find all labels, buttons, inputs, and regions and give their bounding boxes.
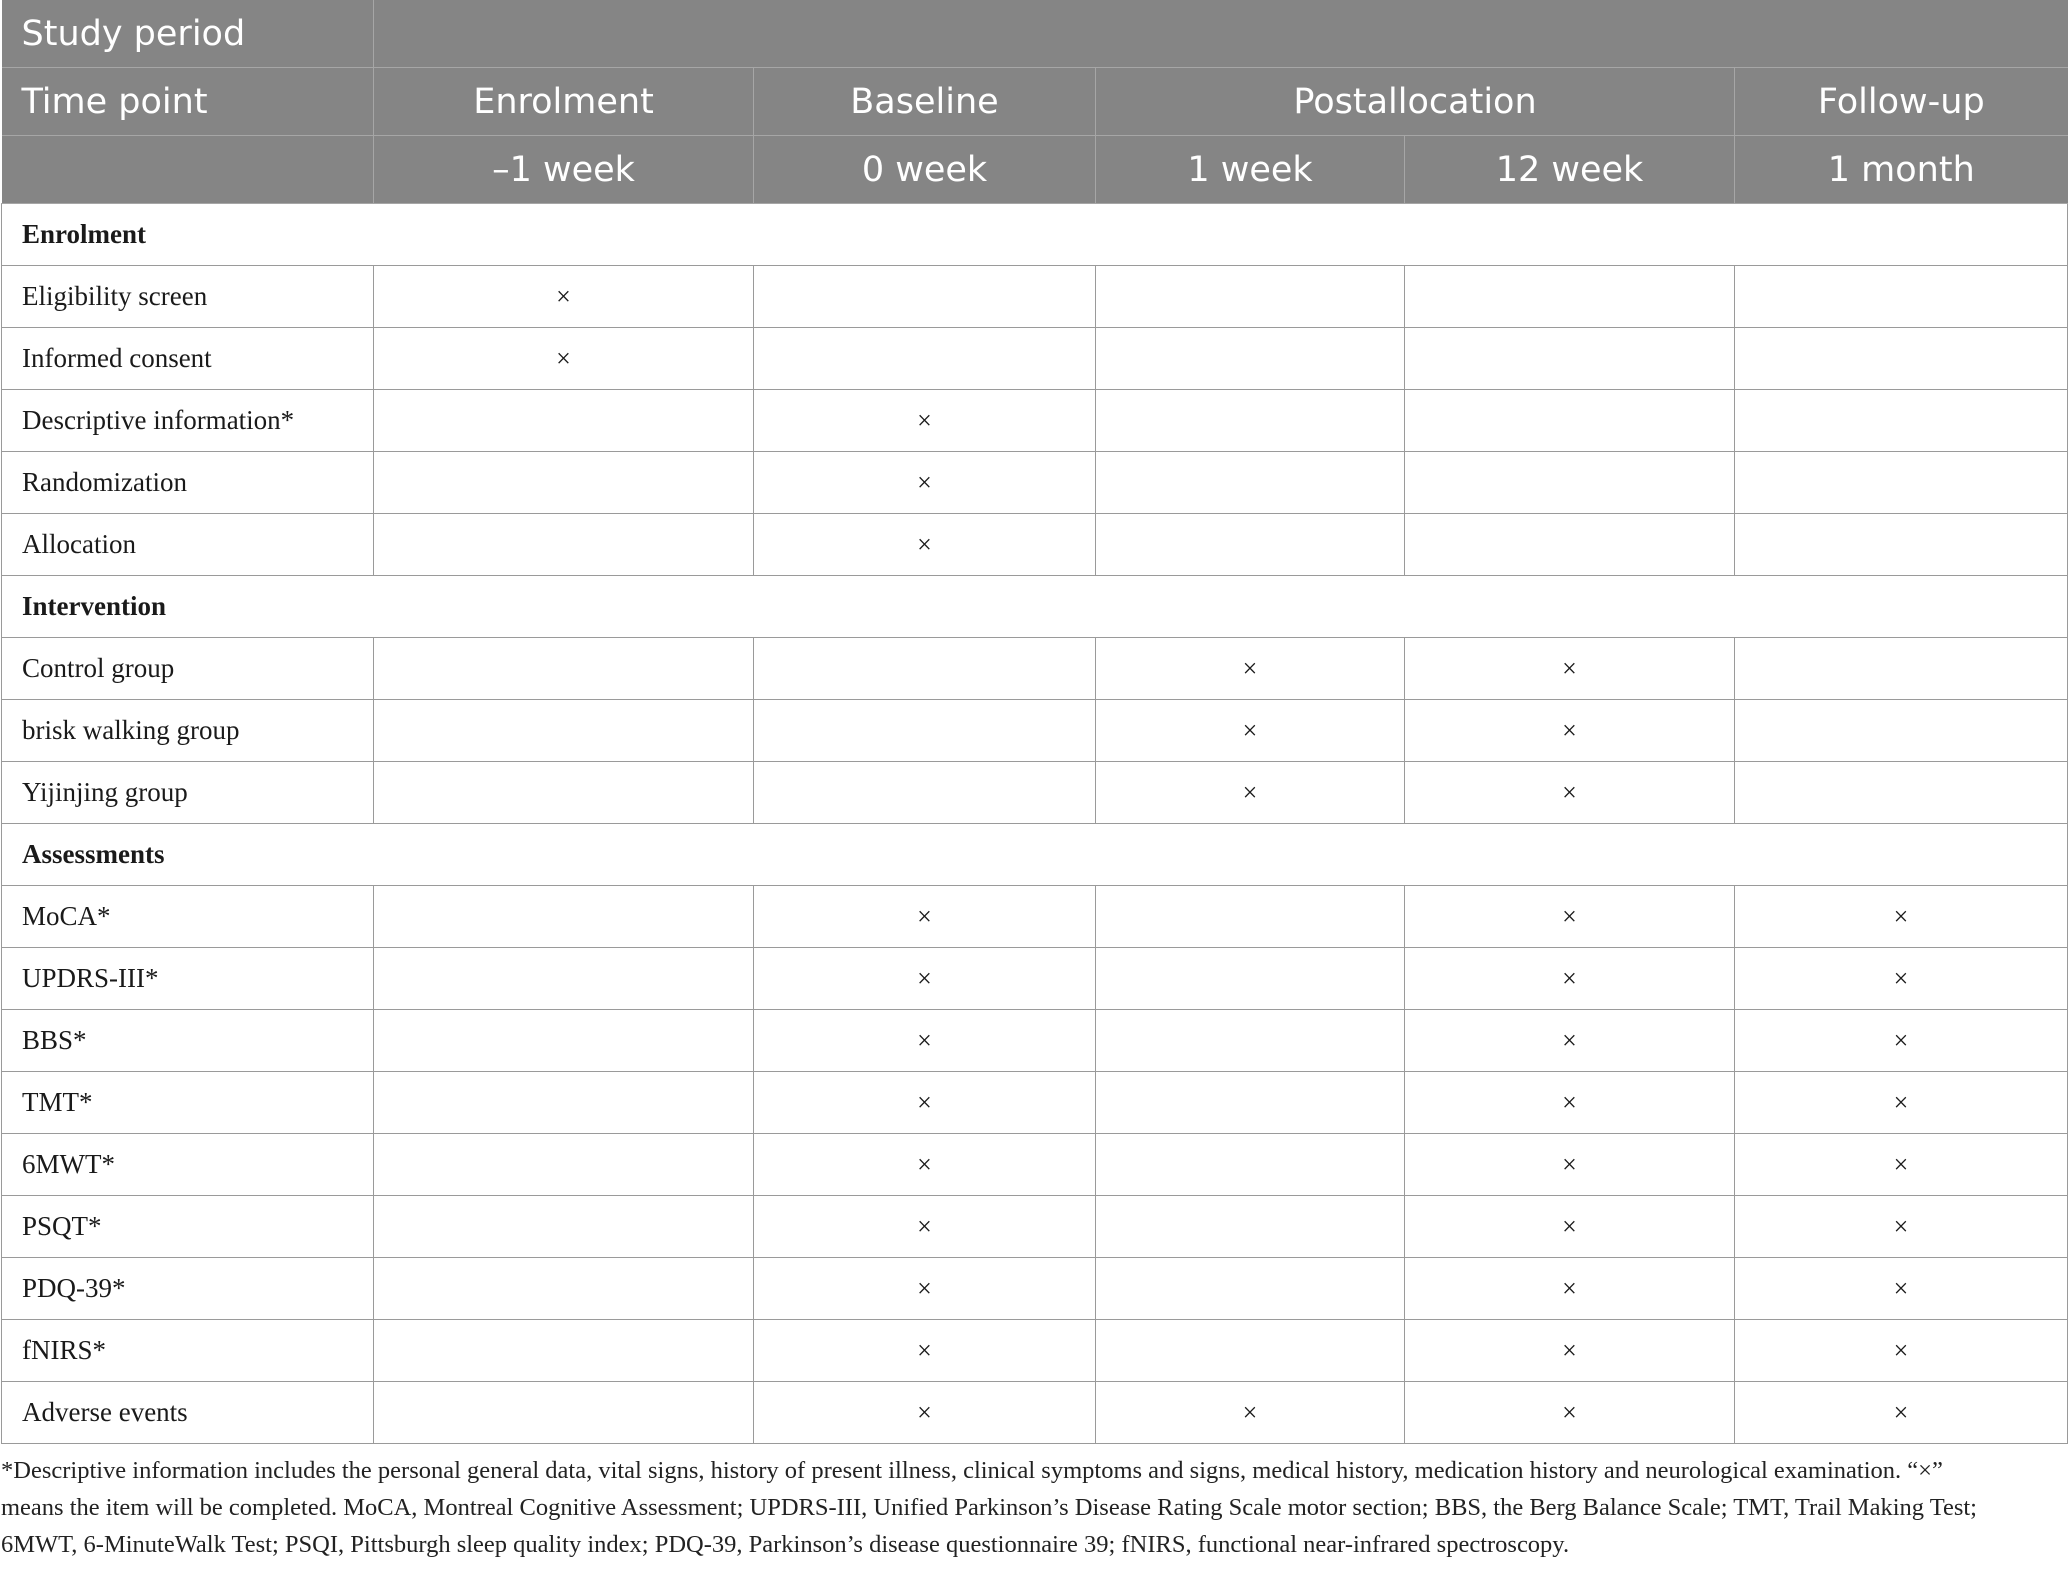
row-label: fNIRS* bbox=[2, 1320, 374, 1382]
row-label: Control group bbox=[2, 638, 374, 700]
completion-mark: × bbox=[754, 390, 1096, 452]
empty-cell bbox=[1405, 452, 1735, 514]
completion-mark: × bbox=[1405, 1258, 1735, 1320]
timepoint-0-week: 0 week bbox=[754, 136, 1096, 204]
table-row bbox=[2, 1382, 2068, 1444]
completion-mark: × bbox=[754, 1320, 1096, 1382]
table-row bbox=[2, 1010, 2068, 1072]
row-label: MoCA* bbox=[2, 886, 374, 948]
completion-mark: × bbox=[754, 886, 1096, 948]
empty-cell bbox=[374, 700, 754, 762]
section-row bbox=[2, 204, 2068, 266]
table-row bbox=[2, 948, 2068, 1010]
empty-cell bbox=[1405, 514, 1735, 576]
completion-mark: × bbox=[1405, 1134, 1735, 1196]
timepoint-label-blank bbox=[2, 136, 374, 204]
table-row bbox=[2, 638, 2068, 700]
row-label: BBS* bbox=[2, 1010, 374, 1072]
table-footnote: *Descriptive information includes the personal general data, vital signs, history of present illness, clinical symptoms and signs, medical history, medication history and neurological examination. “×” means the item will be completed. MoCA, Montreal Cognitive Assessment; UPDRS-III, Unified Parkinson’s Disease Rating Scale motor section; BBS, the Berg Balance Scale; TMT, Trail Making Test; 6MWT, 6-MinuteWalk Test; PSQI, Pittsburgh sleep quality index; PDQ-39, Parkinson’s disease questionnaire 39; fNIRS, functional near-infrared spectroscopy. bbox=[1, 1457, 1977, 1558]
header-row-study-period bbox=[2, 0, 2068, 68]
completion-mark: × bbox=[754, 1072, 1096, 1134]
empty-cell bbox=[1096, 1010, 1405, 1072]
empty-cell bbox=[1096, 948, 1405, 1010]
timepoint-1-week: 1 week bbox=[1096, 136, 1405, 204]
section-heading: Enrolment bbox=[2, 204, 2068, 266]
completion-mark: × bbox=[1096, 762, 1405, 824]
empty-cell bbox=[1096, 1072, 1405, 1134]
empty-cell bbox=[374, 1320, 754, 1382]
table-row bbox=[2, 1196, 2068, 1258]
empty-cell bbox=[1096, 452, 1405, 514]
table-row bbox=[2, 1072, 2068, 1134]
completion-mark: × bbox=[754, 1010, 1096, 1072]
row-label: Yijinjing group bbox=[2, 762, 374, 824]
header-blank bbox=[374, 0, 2068, 68]
completion-mark: × bbox=[374, 266, 754, 328]
empty-cell bbox=[374, 1010, 754, 1072]
empty-cell bbox=[374, 452, 754, 514]
empty-cell bbox=[1735, 700, 2068, 762]
follow-up-column-heading: Follow-up bbox=[1735, 68, 2068, 136]
row-label: 6MWT* bbox=[2, 1134, 374, 1196]
completion-mark: × bbox=[1405, 700, 1735, 762]
completion-mark: × bbox=[754, 452, 1096, 514]
empty-cell bbox=[1735, 266, 2068, 328]
section-row bbox=[2, 576, 2068, 638]
header-row-timepoints bbox=[2, 136, 2068, 204]
completion-mark: × bbox=[374, 328, 754, 390]
empty-cell bbox=[1735, 638, 2068, 700]
empty-cell bbox=[1096, 886, 1405, 948]
empty-cell bbox=[754, 638, 1096, 700]
completion-mark: × bbox=[1096, 1382, 1405, 1444]
row-label: TMT* bbox=[2, 1072, 374, 1134]
completion-mark: × bbox=[754, 514, 1096, 576]
completion-mark: × bbox=[1405, 1072, 1735, 1134]
section-heading: Intervention bbox=[2, 576, 2068, 638]
empty-cell bbox=[374, 1382, 754, 1444]
completion-mark: × bbox=[1735, 948, 2068, 1010]
completion-mark: × bbox=[1405, 886, 1735, 948]
section-heading: Assessments bbox=[2, 824, 2068, 886]
completion-mark: × bbox=[1735, 1382, 2068, 1444]
empty-cell bbox=[1405, 266, 1735, 328]
empty-cell bbox=[1096, 390, 1405, 452]
empty-cell bbox=[1096, 328, 1405, 390]
completion-mark: × bbox=[1735, 886, 2068, 948]
empty-cell bbox=[1096, 1134, 1405, 1196]
empty-cell bbox=[1735, 390, 2068, 452]
row-label: Allocation bbox=[2, 514, 374, 576]
table-header bbox=[2, 0, 2068, 204]
table-row bbox=[2, 1320, 2068, 1382]
table-row bbox=[2, 700, 2068, 762]
table-row bbox=[2, 390, 2068, 452]
row-label: UPDRS-III* bbox=[2, 948, 374, 1010]
empty-cell bbox=[1405, 390, 1735, 452]
completion-mark: × bbox=[1405, 1010, 1735, 1072]
row-label: PSQT* bbox=[2, 1196, 374, 1258]
timepoint-minus-1-week: –1 week bbox=[374, 136, 754, 204]
empty-cell bbox=[754, 266, 1096, 328]
completion-mark: × bbox=[754, 1258, 1096, 1320]
empty-cell bbox=[374, 762, 754, 824]
empty-cell bbox=[754, 328, 1096, 390]
table-row bbox=[2, 1134, 2068, 1196]
table-row bbox=[2, 1258, 2068, 1320]
completion-mark: × bbox=[1405, 638, 1735, 700]
empty-cell bbox=[374, 514, 754, 576]
empty-cell bbox=[374, 886, 754, 948]
empty-cell bbox=[1096, 514, 1405, 576]
empty-cell bbox=[1096, 1320, 1405, 1382]
table-row bbox=[2, 266, 2068, 328]
completion-mark: × bbox=[1096, 700, 1405, 762]
empty-cell bbox=[1735, 328, 2068, 390]
empty-cell bbox=[1735, 514, 2068, 576]
row-label: Eligibility screen bbox=[2, 266, 374, 328]
study-period-heading: Study period bbox=[2, 0, 374, 68]
section-row bbox=[2, 824, 2068, 886]
timepoint-12-week: 12 week bbox=[1405, 136, 1735, 204]
postallocation-column-heading: Postallocation bbox=[1096, 68, 1735, 136]
empty-cell bbox=[374, 1196, 754, 1258]
enrolment-column-heading: Enrolment bbox=[374, 68, 754, 136]
row-label: Informed consent bbox=[2, 328, 374, 390]
table-row bbox=[2, 762, 2068, 824]
completion-mark: × bbox=[1735, 1320, 2068, 1382]
completion-mark: × bbox=[1405, 1320, 1735, 1382]
empty-cell bbox=[1405, 328, 1735, 390]
timepoint-1-month: 1 month bbox=[1735, 136, 2068, 204]
completion-mark: × bbox=[754, 1382, 1096, 1444]
empty-cell bbox=[374, 638, 754, 700]
completion-mark: × bbox=[1405, 1196, 1735, 1258]
completion-mark: × bbox=[1405, 762, 1735, 824]
empty-cell bbox=[1735, 452, 2068, 514]
completion-mark: × bbox=[1735, 1134, 2068, 1196]
table-body bbox=[2, 204, 2068, 1444]
empty-cell bbox=[374, 948, 754, 1010]
table-row bbox=[2, 514, 2068, 576]
completion-mark: × bbox=[1735, 1196, 2068, 1258]
row-label: brisk walking group bbox=[2, 700, 374, 762]
completion-mark: × bbox=[1735, 1010, 2068, 1072]
empty-cell bbox=[1096, 1196, 1405, 1258]
empty-cell bbox=[374, 1258, 754, 1320]
empty-cell bbox=[374, 1072, 754, 1134]
row-label: Randomization bbox=[2, 452, 374, 514]
completion-mark: × bbox=[1096, 638, 1405, 700]
baseline-column-heading: Baseline bbox=[754, 68, 1096, 136]
time-point-heading: Time point bbox=[2, 68, 374, 136]
row-label: Adverse events bbox=[2, 1382, 374, 1444]
empty-cell bbox=[1096, 266, 1405, 328]
empty-cell bbox=[374, 390, 754, 452]
completion-mark: × bbox=[1735, 1258, 2068, 1320]
empty-cell bbox=[754, 762, 1096, 824]
row-label: PDQ-39* bbox=[2, 1258, 374, 1320]
schedule-table bbox=[1, 0, 2068, 1444]
empty-cell bbox=[1735, 762, 2068, 824]
table-row bbox=[2, 328, 2068, 390]
completion-mark: × bbox=[1735, 1072, 2068, 1134]
completion-mark: × bbox=[754, 1134, 1096, 1196]
completion-mark: × bbox=[1405, 948, 1735, 1010]
empty-cell bbox=[1096, 1258, 1405, 1320]
completion-mark: × bbox=[754, 1196, 1096, 1258]
completion-mark: × bbox=[754, 948, 1096, 1010]
header-row-time-point bbox=[2, 68, 2068, 136]
row-label: Descriptive information* bbox=[2, 390, 374, 452]
completion-mark: × bbox=[1405, 1382, 1735, 1444]
empty-cell bbox=[754, 700, 1096, 762]
empty-cell bbox=[374, 1134, 754, 1196]
table-row bbox=[2, 886, 2068, 948]
table-row bbox=[2, 452, 2068, 514]
